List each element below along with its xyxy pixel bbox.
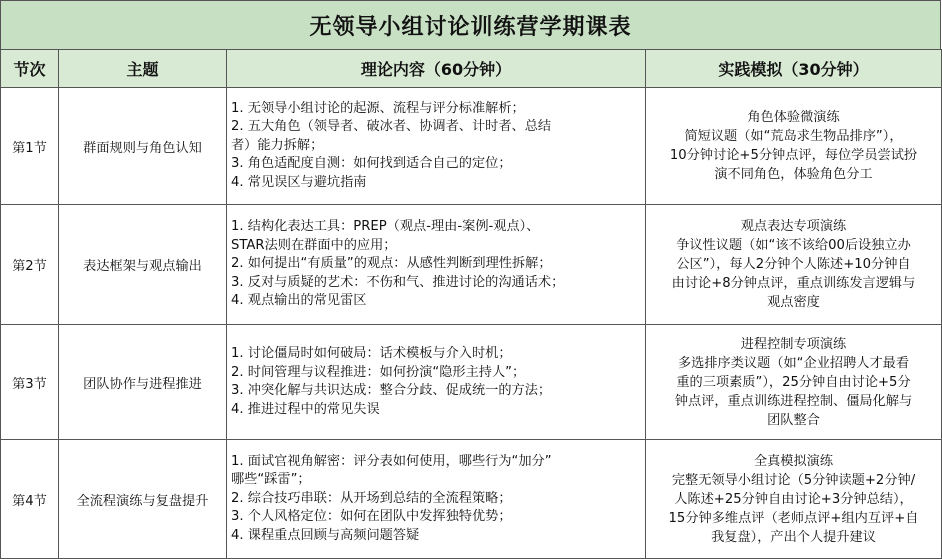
session-cell: 第4节 — [1, 440, 59, 559]
header-topic: 主题 — [59, 50, 227, 88]
theory-line: 4. 课程重点回顾与高频问题答疑 — [231, 527, 420, 543]
header-row — [1, 50, 942, 88]
practice-title: 进程控制专项演练 — [740, 336, 847, 352]
theory-cell — [227, 325, 646, 440]
practice-desc-line: 重的三项素质”），25分钟自由讨论+5分 — [676, 374, 911, 390]
practice-desc-line: 10分钟讨论+5分钟点评，每位学员尝试扮 — [669, 148, 918, 163]
practice-desc-line: 公区”），每人2分钟个人陈述+10分钟自 — [676, 257, 911, 272]
theory-line: 4. 推进过程中的常见失误 — [231, 401, 380, 417]
practice-desc-line: 15分钟多维点评（老师点评+组内互评+自 — [668, 510, 919, 526]
practice-cell — [646, 88, 942, 205]
session-cell: 第1节 — [1, 88, 59, 205]
theory-line: 4. 常见误区与避坑指南 — [231, 174, 367, 190]
theory-line: 3. 反对与质疑的艺术：不伤和气、推进讨论的沟通话术； — [231, 274, 565, 290]
practice-cell — [646, 205, 942, 325]
practice-desc-line: 由讨论+8分钟点评，重点训练发言逻辑与 — [671, 276, 916, 291]
theory-line: 3. 个人风格定位：如何在团队中发挥独特优势； — [231, 509, 512, 525]
topic-cell: 全流程演练与复盘提升 — [59, 440, 227, 559]
practice-desc-line: 人陈述+25分钟自由讨论+3分钟总结）， — [674, 491, 913, 507]
session-cell: 第3节 — [1, 325, 59, 440]
theory-line: 2. 综合技巧串联：从开场到总结的全流程策略； — [231, 490, 512, 506]
theory-line: 3. 角色适配度自测：如何找到适合自己的定位； — [231, 156, 512, 172]
theory-line: 者）能力拆解； — [231, 137, 324, 153]
table-row — [1, 440, 942, 559]
header-theory: 理论内容（60分钟） — [227, 50, 646, 88]
theory-cell — [227, 88, 646, 205]
header-practice: 实践模拟（30分钟） — [646, 50, 942, 88]
theory-line: 3. 冲突化解与共识达成：整合分歧、促成统一的方法； — [231, 383, 552, 398]
theory-line: 哪些“踩雷”； — [231, 472, 311, 488]
practice-title: 全真模拟演练 — [753, 453, 834, 469]
topic-cell: 团队协作与进程推进 — [59, 325, 227, 440]
theory-line: 1. 无领导小组讨论的起源、流程与评分标准解析； — [231, 100, 525, 116]
theory-cell — [227, 440, 646, 559]
schedule-title: 无领导小组讨论训练营学期课表 — [0, 0, 941, 50]
practice-desc-line: 观点密度 — [767, 295, 820, 310]
theory-line: 1. 结构化表达工具：PREP（观点-理由-案例-观点）、 — [231, 219, 540, 235]
theory-line: 2. 五大角色（领导者、破冰者、协调者、计时者、总结 — [231, 119, 552, 135]
theory-line: 1. 讨论僵局时如何破局：话术模板与介入时机； — [231, 346, 512, 361]
practice-title: 观点表达专项演练 — [740, 219, 847, 234]
practice-desc-line: 演不同角色，体验角色分工 — [714, 167, 873, 182]
theory-line: 2. 如何提出“有质量”的观点：从感性判断到理性拆解； — [231, 256, 552, 272]
practice-title: 角色体验微演练 — [747, 110, 840, 125]
theory-line: 2. 时间管理与议程推进：如何扮演“隐形主持人”； — [231, 364, 526, 380]
practice-desc-line: 争议性议题（如“该不该给00后设独立办 — [676, 238, 911, 253]
practice-cell — [646, 440, 942, 559]
topic-cell: 群面规则与角色认知 — [59, 88, 227, 205]
theory-line: 4. 观点输出的常见雷区 — [231, 293, 367, 309]
table-row — [1, 325, 942, 440]
schedule-table — [0, 49, 942, 559]
session-cell: 第2节 — [1, 205, 59, 325]
header-session: 节次 — [1, 50, 59, 88]
table-row — [1, 205, 942, 325]
practice-desc-line: 我复盘），产出个人提升建议 — [711, 529, 876, 545]
practice-desc-line: 多选排序类议题（如“企业招聘人才最看 — [677, 355, 910, 371]
practice-cell — [646, 325, 942, 440]
practice-desc-line: 简短议题（如“荒岛求生物品排序”）， — [684, 129, 903, 144]
table-row — [1, 88, 942, 205]
practice-desc-line: 团队整合 — [767, 412, 820, 428]
practice-desc-line: 完整无领导小组讨论（5分钟读题+2分钟/ — [671, 472, 916, 488]
theory-line: 1. 面试官视角解密：评分表如何使用，哪些行为“加分” — [231, 453, 552, 469]
topic-cell: 表达框架与观点输出 — [59, 205, 227, 325]
practice-desc-line: 钟点评，重点训练进程控制、僵局化解与 — [674, 393, 913, 409]
theory-line: STAR法则在群面中的应用； — [231, 237, 397, 253]
theory-cell — [227, 205, 646, 325]
